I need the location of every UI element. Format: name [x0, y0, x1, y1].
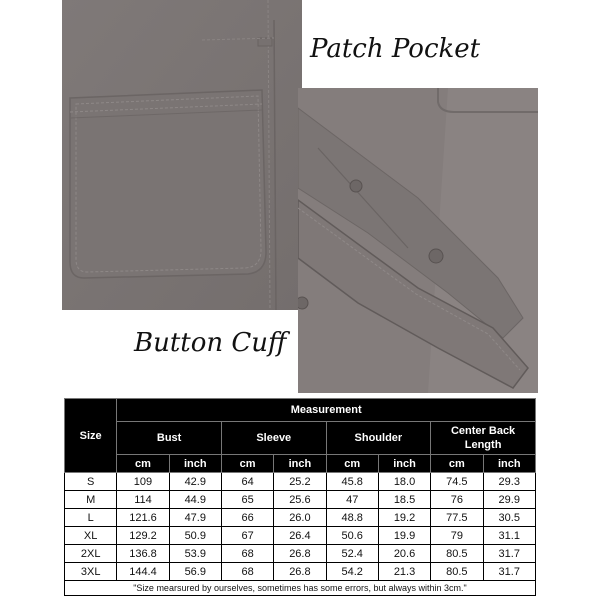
- table-cell: 80.5: [431, 545, 483, 563]
- unit-header: inch: [483, 455, 536, 473]
- table-cell: 45.8: [326, 473, 378, 491]
- sleeve-header: Sleeve: [221, 422, 326, 455]
- table-cell: 136.8: [117, 545, 169, 563]
- table-cell: 25.2: [274, 473, 326, 491]
- table-cell: 74.5: [431, 473, 483, 491]
- table-cell: 31.7: [483, 563, 536, 581]
- button-cuff-caption: Button Cuff: [134, 328, 287, 358]
- table-cell: 67: [221, 527, 273, 545]
- unit-header: inch: [274, 455, 326, 473]
- table-cell: 50.9: [169, 527, 221, 545]
- table-row: [65, 527, 536, 545]
- table-cell: 44.9: [169, 491, 221, 509]
- table-cell: 109: [117, 473, 169, 491]
- table-cell: 80.5: [431, 563, 483, 581]
- table-cell: 19.9: [378, 527, 430, 545]
- size-header: Size: [65, 399, 117, 473]
- size-cell: L: [65, 509, 117, 527]
- table-cell: 26.4: [274, 527, 326, 545]
- size-cell: 3XL: [65, 563, 117, 581]
- table-row: [65, 473, 536, 491]
- cuff-illustration: [298, 88, 538, 393]
- size-chart-table: [64, 398, 536, 596]
- table-cell: 26.0: [274, 509, 326, 527]
- size-cell: XL: [65, 527, 117, 545]
- measurement-header: Measurement: [117, 399, 536, 422]
- table-cell: 20.6: [378, 545, 430, 563]
- table-cell: 42.9: [169, 473, 221, 491]
- table-cell: 19.2: [378, 509, 430, 527]
- table-cell: 48.8: [326, 509, 378, 527]
- table-cell: 30.5: [483, 509, 536, 527]
- table-row: [65, 509, 536, 527]
- table-cell: 29.3: [483, 473, 536, 491]
- unit-header: cm: [431, 455, 483, 473]
- measurement-note: "Size mearsured by ourselves, sometimes has some errors, but always within 3cm.": [65, 581, 536, 596]
- table-cell: 79: [431, 527, 483, 545]
- table-cell: 144.4: [117, 563, 169, 581]
- table-cell: 31.1: [483, 527, 536, 545]
- table-cell: 31.7: [483, 545, 536, 563]
- size-cell: 2XL: [65, 545, 117, 563]
- table-cell: 26.8: [274, 545, 326, 563]
- table-note-row: [65, 581, 536, 596]
- table-cell: 65: [221, 491, 273, 509]
- table-cell: 77.5: [431, 509, 483, 527]
- table-row: [65, 563, 536, 581]
- pocket-photo: [62, 0, 302, 310]
- table-cell: 64: [221, 473, 273, 491]
- table-cell: 76: [431, 491, 483, 509]
- table-cell: 47: [326, 491, 378, 509]
- unit-header: cm: [326, 455, 378, 473]
- cuff-photo: [298, 88, 538, 393]
- bust-header: Bust: [117, 422, 222, 455]
- unit-header: inch: [169, 455, 221, 473]
- unit-header: cm: [117, 455, 169, 473]
- table-cell: 53.9: [169, 545, 221, 563]
- table-cell: 21.3: [378, 563, 430, 581]
- center-back-length-header: Center Back Length: [431, 422, 536, 455]
- shoulder-header: Shoulder: [326, 422, 431, 455]
- unit-header: inch: [378, 455, 430, 473]
- table-cell: 26.8: [274, 563, 326, 581]
- table-cell: 129.2: [117, 527, 169, 545]
- table-row: [65, 491, 536, 509]
- table-cell: 121.6: [117, 509, 169, 527]
- table-cell: 56.9: [169, 563, 221, 581]
- table-cell: 25.6: [274, 491, 326, 509]
- table-cell: 18.0: [378, 473, 430, 491]
- table-cell: 29.9: [483, 491, 536, 509]
- pocket-illustration: [62, 0, 302, 310]
- table-cell: 54.2: [326, 563, 378, 581]
- patch-pocket-caption: Patch Pocket: [310, 34, 481, 64]
- table-cell: 68: [221, 545, 273, 563]
- size-cell: M: [65, 491, 117, 509]
- table-cell: 47.9: [169, 509, 221, 527]
- unit-header: cm: [221, 455, 273, 473]
- table-cell: 66: [221, 509, 273, 527]
- table-cell: 52.4: [326, 545, 378, 563]
- size-cell: S: [65, 473, 117, 491]
- table-row: [65, 545, 536, 563]
- table-cell: 50.6: [326, 527, 378, 545]
- table-cell: 114: [117, 491, 169, 509]
- table-cell: 68: [221, 563, 273, 581]
- table-cell: 18.5: [378, 491, 430, 509]
